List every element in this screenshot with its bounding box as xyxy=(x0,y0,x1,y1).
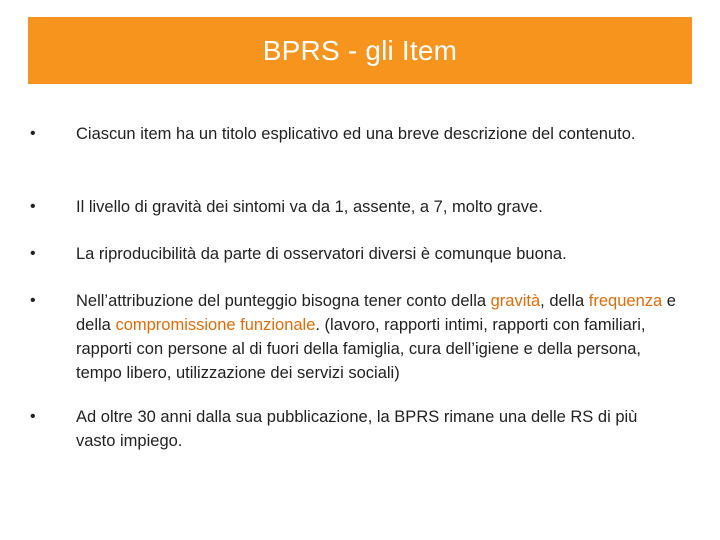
text-segment: , della xyxy=(540,292,589,310)
bullet-text xyxy=(76,122,676,146)
text-segment: e della xyxy=(76,292,676,334)
bullet-dot-icon: • xyxy=(30,125,36,142)
text-segment: Nell’attribuzione del punteggio bisogna tener conto della xyxy=(76,292,491,310)
bullet-dot-icon: • xyxy=(30,408,36,425)
text-segment: Ciascun item ha un titolo esplicativo ed una breve descrizione del contenuto. xyxy=(76,125,636,143)
bullet-dot-icon: • xyxy=(30,245,36,262)
text-segment: Ad oltre 30 anni dalla sua pubblicazione, la BPRS rimane una delle RS di più vasto impiego. xyxy=(76,408,638,450)
bullet-dot-icon: • xyxy=(30,198,36,215)
bullet-text xyxy=(76,289,676,385)
highlighted-term: compromissione funzionale xyxy=(115,316,316,334)
highlighted-term: gravità xyxy=(490,292,541,310)
highlighted-term: frequenza xyxy=(588,292,663,310)
text-segment: . (lavoro, rapporti intimi, rapporti con familiari, rapporti con persone al di fuori della famiglia, cura dell’igiene e della persona, tempo libero, utilizzazione dei servizi sociali) xyxy=(76,316,646,382)
bullet-text xyxy=(76,242,676,266)
bullet-text xyxy=(76,195,676,219)
text-segment: La riproducibilità da parte di osservatori diversi è comunque buona. xyxy=(76,245,567,263)
bullet-text xyxy=(76,405,676,453)
bullet-dot-icon: • xyxy=(30,292,36,309)
slide-title: BPRS - gli Item xyxy=(262,34,458,66)
text-segment: Il livello di gravità dei sintomi va da 1, assente, a 7, molto grave. xyxy=(76,198,543,216)
